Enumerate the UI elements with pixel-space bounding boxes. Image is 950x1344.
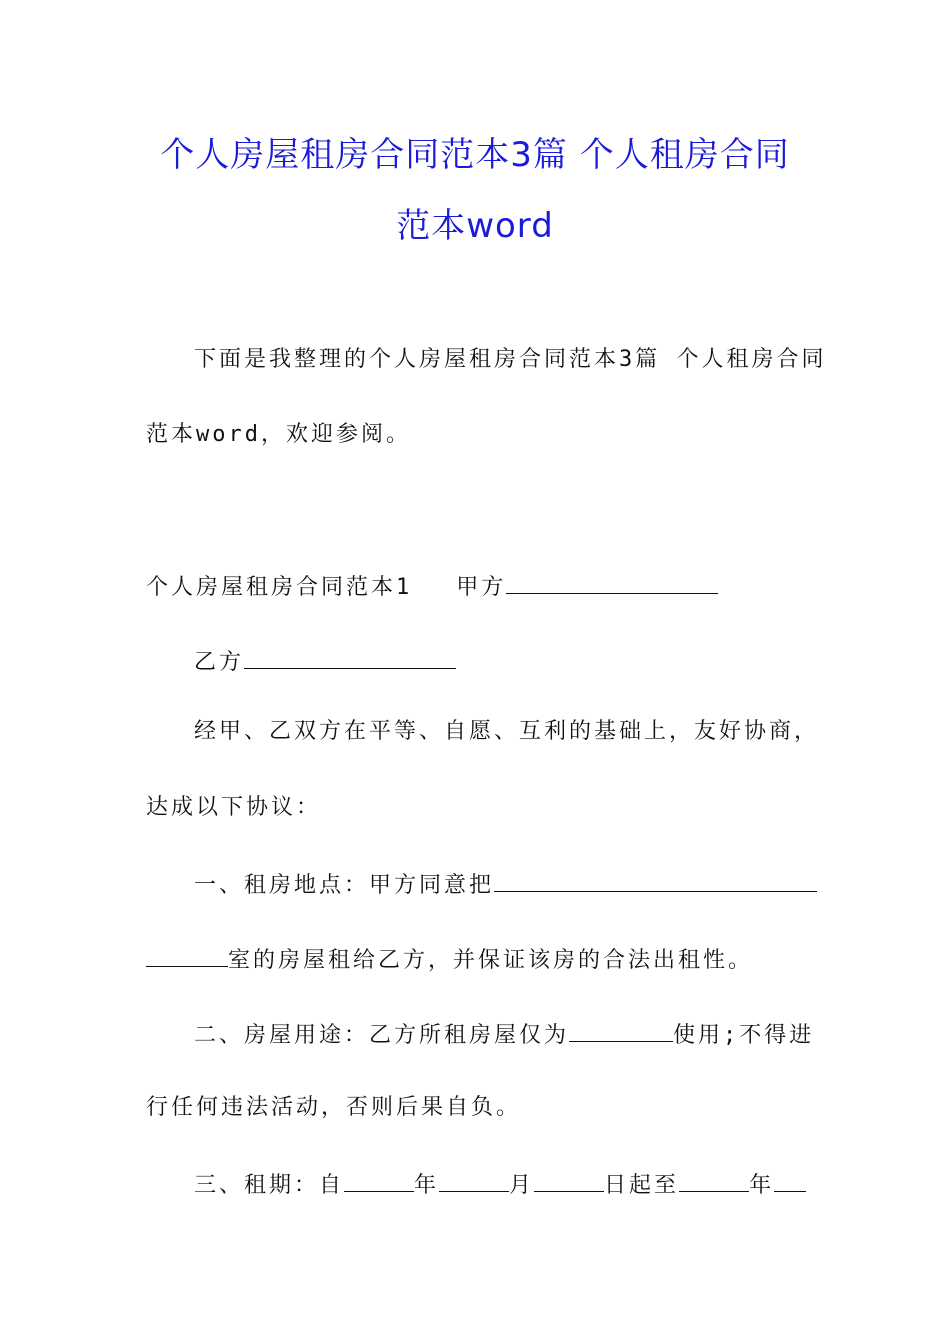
clause-3-month-1: 月 bbox=[509, 1173, 535, 1198]
party-a-blank bbox=[506, 571, 718, 594]
party-b-label: 乙方 bbox=[194, 650, 245, 675]
clause-3-year-2: 年 bbox=[749, 1173, 775, 1198]
clause-1-address-blank bbox=[494, 869, 817, 892]
clause-3-start-month-blank bbox=[439, 1169, 509, 1192]
intro-line-1: 下面是我整理的个人房屋租房合同范本3篇 个人租房合同 bbox=[194, 347, 827, 372]
clause-2-prefix: 二、房屋用途：乙方所租房屋仅为 bbox=[194, 1023, 570, 1048]
clause-1-line-1 bbox=[194, 869, 817, 900]
clause-3-end-month-blank bbox=[774, 1169, 806, 1192]
clause-3-year-1: 年 bbox=[414, 1173, 440, 1198]
clause-2-suffix: 使用;不得进 bbox=[673, 1023, 815, 1048]
clause-2-line-1 bbox=[194, 1019, 814, 1050]
clause-3-start-day-blank bbox=[534, 1169, 604, 1192]
party-a-row bbox=[146, 571, 718, 602]
contract-heading: 个人房屋租房合同范本1 bbox=[146, 575, 413, 600]
clause-1-prefix: 一、租房地点：甲方同意把 bbox=[194, 873, 495, 898]
clause-3-line-1 bbox=[194, 1169, 806, 1200]
clause-3-end-year-blank bbox=[679, 1169, 749, 1192]
intro-line-2: 范本word，欢迎参阅。 bbox=[146, 422, 411, 447]
clause-1-line-2 bbox=[146, 944, 753, 975]
para1-line-1: 经甲、乙双方在平等、自愿、互利的基础上，友好协商， bbox=[194, 719, 820, 744]
clause-2-use-blank bbox=[569, 1019, 673, 1042]
party-b-blank bbox=[244, 646, 456, 669]
para1-line-2: 达成以下协议： bbox=[146, 795, 322, 820]
clause-3-day-1: 日起至 bbox=[604, 1173, 680, 1198]
party-a-label: 甲方 bbox=[456, 575, 507, 600]
document-title-line-2: 范本word bbox=[396, 206, 554, 246]
document-title-line-1: 个人房屋租房合同范本3篇 个人租房合同 bbox=[160, 135, 790, 175]
clause-3-prefix: 三、租期：自 bbox=[194, 1173, 345, 1198]
clause-3-start-year-blank bbox=[344, 1169, 414, 1192]
party-b-row bbox=[194, 646, 456, 677]
clause-1-line-2-text: 室的房屋租给乙方，并保证该房的合法出租性。 bbox=[228, 948, 754, 973]
clause-1-room-blank bbox=[146, 944, 228, 967]
clause-2-line-2: 行任何违法活动，否则后果自负。 bbox=[146, 1095, 522, 1120]
